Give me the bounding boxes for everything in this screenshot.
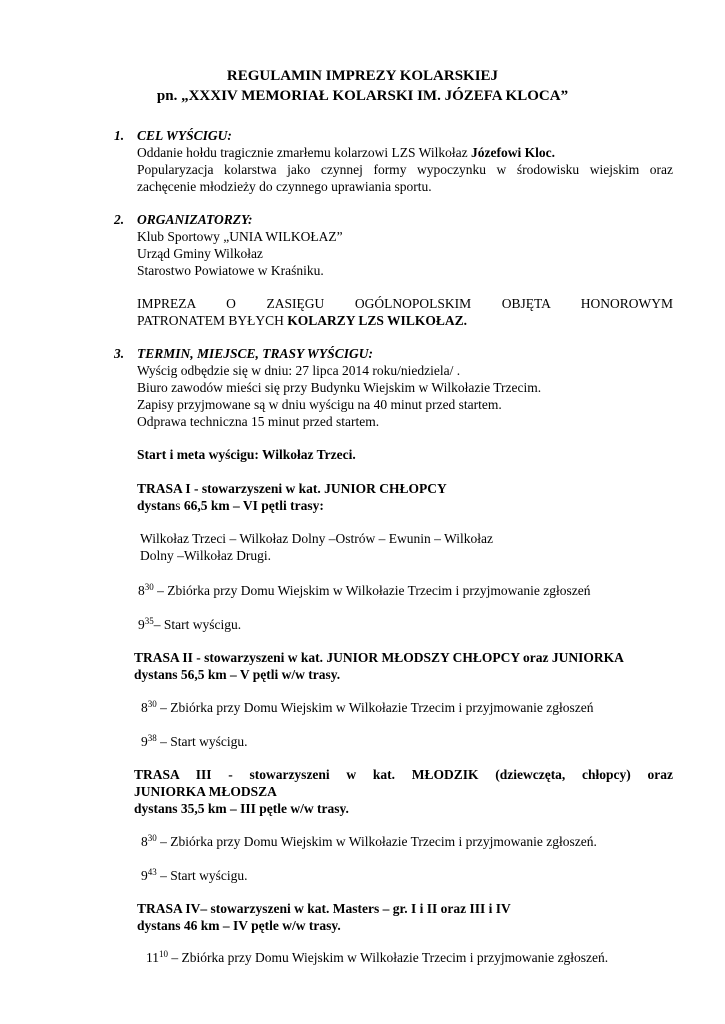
route-1-gathering bbox=[138, 583, 590, 600]
route-4-gathering bbox=[146, 950, 608, 967]
section-3-briefing-line: Odprawa techniczna 15 minut przed startem. bbox=[137, 414, 380, 429]
route-3-gathering-minutes: 30 bbox=[147, 833, 157, 843]
route-1-gathering-text: – Zbiórka przy Domu Wiejskim w Wilkołazie Trzecim i przyjmowanie zgłoszeń bbox=[153, 583, 591, 598]
route-4-header: TRASA IV– stowarzyszeni w kat. Masters – gr. I i II oraz III i IV bbox=[137, 901, 511, 916]
section-1-line2: Popularyzacja kolarstwa jako czynnej formy wypoczynku w środowisku wiejskim oraz bbox=[137, 162, 673, 177]
section-2-number: 2. bbox=[114, 212, 125, 227]
route-3-gathering bbox=[141, 834, 597, 851]
organizer-3: Starostwo Powiatowe w Kraśniku. bbox=[137, 263, 324, 278]
route-2-start-hour: 9 bbox=[141, 734, 148, 749]
route-3-gathering-hour: 8 bbox=[141, 834, 148, 849]
route-1-distance-bold-1: dystan bbox=[137, 498, 176, 513]
route-3-header-line2: JUNIORKA MŁODSZA bbox=[134, 784, 277, 799]
route-1-start-minutes: 35 bbox=[144, 616, 154, 626]
route-1-course-line1: Wilkołaz Trzeci – Wilkołaz Dolny –Ostrów – Ewunin – Wilkołaz bbox=[140, 531, 493, 546]
route-2-start-text: – Start wyścigu. bbox=[156, 734, 248, 749]
route-4-gathering-minutes: 10 bbox=[159, 949, 168, 959]
patronage-line2-bold: KOLARZY LZS WILKOŁAZ. bbox=[287, 313, 467, 328]
document-title-line2: pn. „XXXIV MEMORIAŁ KOLARSKI IM. JÓZEFA KLOCA” bbox=[156, 88, 569, 104]
route-1-start bbox=[138, 617, 241, 634]
organizer-2: Urząd Gminy Wilkołaz bbox=[137, 246, 263, 261]
section-1-number: 1. bbox=[114, 128, 125, 143]
route-3-gathering-text: – Zbiórka przy Domu Wiejskim w Wilkołazie Trzecim i przyjmowanie zgłoszeń. bbox=[156, 834, 597, 849]
route-1-course-line2: Dolny –Wilkołaz Drugi. bbox=[140, 548, 272, 563]
route-1-distance-plain: s bbox=[175, 498, 181, 513]
route-4-gathering-text: – Zbiórka przy Domu Wiejskim w Wilkołazie Trzecim i przyjmowanie zgłoszeń. bbox=[168, 950, 609, 965]
route-3-start-text: – Start wyścigu. bbox=[156, 868, 248, 883]
section-3-registration-line: Zapisy przyjmowane są w dniu wyścigu na 40 minut przed startem. bbox=[137, 397, 502, 412]
route-2-start bbox=[141, 734, 248, 751]
section-1-line1-bold: Józefowi Kloc. bbox=[470, 145, 555, 160]
route-2-start-minutes: 38 bbox=[147, 733, 157, 743]
document-title-line1: REGULAMIN IMPREZY KOLARSKIEJ bbox=[226, 68, 499, 84]
patronage-line2 bbox=[137, 313, 467, 330]
section-1-line1-text: Oddanie hołdu tragicznie zmarłemu kolarzowi LZS Wilkołaz bbox=[137, 145, 471, 160]
route-3-start-hour: 9 bbox=[141, 868, 148, 883]
section-1-line3: zachęcenie młodzieży do czynnego uprawiania sportu. bbox=[137, 179, 432, 194]
section-3-office-line: Biuro zawodów mieści się przy Budynku Wiejskim w Wilkołazie Trzecim. bbox=[137, 380, 542, 395]
route-1-gathering-hour: 8 bbox=[138, 583, 145, 598]
patronage-line1: IMPREZA O ZASIĘGU OGÓLNOPOLSKIM OBJĘTA HONOROWYM bbox=[137, 296, 673, 311]
start-finish-location: Start i meta wyścigu: Wilkołaz Trzeci. bbox=[137, 447, 356, 462]
route-1-gathering-minutes: 30 bbox=[144, 582, 154, 592]
route-2-header: TRASA II - stowarzyszeni w kat. JUNIOR MŁODSZY CHŁOPCY oraz JUNIORKA bbox=[134, 650, 624, 665]
section-3-heading: TERMIN, MIEJSCE, TRASY WYŚCIGU: bbox=[137, 346, 373, 361]
route-1-start-hour: 9 bbox=[138, 617, 145, 632]
section-1-line1 bbox=[137, 145, 555, 162]
route-3-start bbox=[141, 868, 248, 885]
route-2-gathering-text: – Zbiórka przy Domu Wiejskim w Wilkołazie Trzecim i przyjmowanie zgłoszeń bbox=[156, 700, 594, 715]
route-1-start-text: – Start wyścigu. bbox=[153, 617, 242, 632]
route-3-distance: dystans 35,5 km – III pętle w/w trasy. bbox=[134, 801, 349, 816]
route-2-gathering-minutes: 30 bbox=[147, 699, 157, 709]
route-4-gathering-hour: 11 bbox=[146, 950, 159, 965]
route-1-distance-bold-2: 66,5 km – VI pętli trasy: bbox=[180, 498, 324, 513]
route-3-start-minutes: 43 bbox=[147, 867, 157, 877]
route-1-header: TRASA I - stowarzyszeni w kat. JUNIOR CHŁOPCY bbox=[137, 481, 447, 496]
section-3-number: 3. bbox=[114, 346, 125, 361]
patronage-line2-text: PATRONATEM BYŁYCH bbox=[137, 313, 288, 328]
route-2-gathering bbox=[141, 700, 593, 717]
route-2-gathering-hour: 8 bbox=[141, 700, 148, 715]
route-3-header-line1: TRASA III - stowarzyszeni w kat. MŁODZIK (dziewczęta, chłopcy) oraz bbox=[134, 767, 673, 782]
section-3-date-line: Wyścig odbędzie się w dniu: 27 lipca 2014 roku/niedziela/ . bbox=[137, 363, 461, 378]
route-1-distance bbox=[137, 498, 324, 515]
route-2-distance: dystans 56,5 km – V pętli w/w trasy. bbox=[134, 667, 341, 682]
section-2-heading: ORGANIZATORZY: bbox=[137, 212, 253, 227]
section-1-heading: CEL WYŚCIGU: bbox=[137, 128, 232, 143]
organizer-1: Klub Sportowy „UNIA WILKOŁAZ” bbox=[137, 229, 343, 244]
route-4-distance: dystans 46 km – IV pętle w/w trasy. bbox=[137, 918, 341, 933]
